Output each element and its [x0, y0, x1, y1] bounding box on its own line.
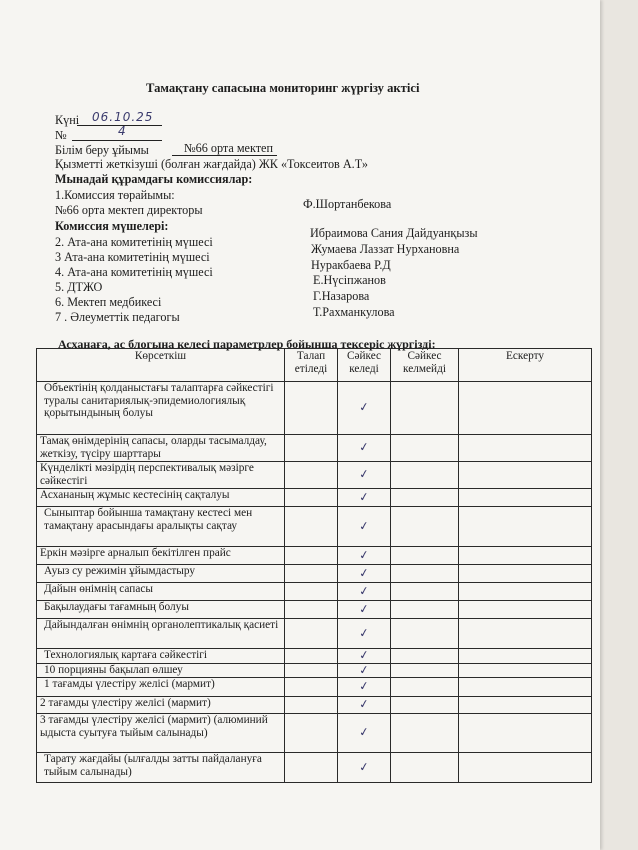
- noncompliant-cell: [391, 619, 459, 649]
- compliant-cell: [338, 583, 391, 601]
- indicator-cell: Асхананың жұмыс кестесінің сақталуы: [37, 489, 285, 507]
- indicator-cell: Дайын өнімнің сапасы: [37, 583, 285, 601]
- check-mark-icon: ✓: [358, 678, 370, 694]
- indicator-cell: Тамақ өнімдерінің сапасы, оларды тасымалдау, жеткізу, түсіру шарттары: [37, 435, 285, 462]
- chair-position: №66 орта мектеп директоры: [55, 203, 203, 217]
- table-row: [37, 547, 592, 565]
- table-row: [37, 565, 592, 583]
- member-name: Т.Рахманкулова: [313, 305, 395, 319]
- commission-heading: Мынадай құрамдағы комиссиялар:: [55, 172, 253, 186]
- noncompliant-cell: [391, 565, 459, 583]
- compliant-cell: [338, 714, 391, 753]
- required-cell: [285, 435, 338, 462]
- required-cell: [285, 714, 338, 753]
- required-cell: [285, 678, 338, 697]
- note-cell: [459, 462, 592, 489]
- compliant-cell: [338, 547, 391, 565]
- noncompliant-cell: [391, 753, 459, 783]
- note-cell: [459, 619, 592, 649]
- member-name: Нуракбаева Р.Д: [311, 258, 391, 272]
- table-row: [37, 663, 592, 678]
- indicator-cell: Дайындалған өнімнің органолептикалық қасиеті: [37, 619, 285, 649]
- col-header-required: Талап етіледі: [285, 349, 338, 382]
- note-cell: [459, 565, 592, 583]
- member-role: 7 . Әлеуметтік педагогы: [55, 310, 180, 324]
- check-mark-icon: ✓: [358, 399, 370, 415]
- required-cell: [285, 663, 338, 678]
- indicator-cell: Сыныптар бойынша тамақтану кестесі мен тамақтану арасындағы аралықты сақтау: [37, 507, 285, 547]
- check-mark-icon: ✓: [358, 625, 370, 641]
- noncompliant-cell: [391, 547, 459, 565]
- indicator-cell: 10 порцияны бақылап өлшеу: [37, 663, 285, 678]
- compliant-cell: [338, 649, 391, 664]
- compliant-cell: [338, 753, 391, 783]
- check-mark-icon: ✓: [358, 759, 370, 775]
- table-row: [37, 462, 592, 489]
- col-header-noncompliant: Сәйкес келмейді: [391, 349, 459, 382]
- noncompliant-cell: [391, 382, 459, 435]
- required-cell: [285, 753, 338, 783]
- required-cell: [285, 489, 338, 507]
- note-cell: [459, 697, 592, 714]
- member-role: 6. Мектеп медбикесі: [55, 295, 162, 309]
- note-cell: [459, 382, 592, 435]
- school-underline: [172, 155, 277, 156]
- compliant-cell: [338, 601, 391, 619]
- member-role: 4. Ата-ана комитетінің мүшесі: [55, 265, 213, 279]
- noncompliant-cell: [391, 678, 459, 697]
- note-cell: [459, 663, 592, 678]
- number-label: №: [55, 128, 67, 142]
- table-row: [37, 753, 592, 783]
- required-cell: [285, 649, 338, 664]
- compliant-cell: [338, 462, 391, 489]
- compliant-cell: [338, 697, 391, 714]
- table-row: [37, 649, 592, 664]
- check-mark-icon: ✓: [358, 724, 370, 740]
- members-heading: Комиссия мүшелері:: [55, 219, 169, 233]
- note-cell: [459, 649, 592, 664]
- chair-name: Ф.Шортанбекова: [303, 197, 392, 211]
- check-mark-icon: ✓: [358, 601, 370, 617]
- note-cell: [459, 753, 592, 783]
- check-mark-icon: ✓: [358, 661, 370, 678]
- indicator-cell: 2 тағамды үлестіру желісі (мармит): [37, 697, 285, 714]
- school-label: Білім беру ұйымы: [55, 143, 149, 157]
- chair-label: 1.Комиссия төрайымы:: [55, 188, 175, 202]
- noncompliant-cell: [391, 462, 459, 489]
- indicator-cell: Еркін мәзірге арналып бекітілген прайс: [37, 547, 285, 565]
- number-underline: [72, 140, 162, 141]
- compliant-cell: [338, 382, 391, 435]
- indicator-cell: 1 тағамды үлестіру желісі (мармит): [37, 678, 285, 697]
- member-name: Жумаева Лаззат Нурхановна: [311, 242, 460, 256]
- compliant-cell: [338, 663, 391, 678]
- required-cell: [285, 583, 338, 601]
- date-label: Күні: [55, 113, 80, 127]
- noncompliant-cell: [391, 714, 459, 753]
- school-value: №66 орта мектеп: [184, 141, 273, 155]
- date-value: 06.10.25: [92, 110, 154, 124]
- table-header-row: [37, 349, 592, 382]
- indicator-cell: Ауыз су режимін ұйымдастыру: [37, 565, 285, 583]
- supplier-line: Қызметті жеткізуші (болған жағдайда) ЖК «Токсеитов А.Т»: [55, 157, 368, 171]
- noncompliant-cell: [391, 663, 459, 678]
- check-mark-icon: ✓: [358, 489, 370, 505]
- indicator-cell: Тарату жағдайы (ылғалды затты пайдалануға тыйым салынады): [37, 753, 285, 783]
- indicator-cell: Бақылаудағы тағамның болуы: [37, 601, 285, 619]
- table-row: [37, 678, 592, 697]
- check-mark-icon: ✓: [358, 696, 370, 712]
- noncompliant-cell: [391, 435, 459, 462]
- note-cell: [459, 714, 592, 753]
- member-name: Е.Нүсіпжанов: [313, 273, 386, 287]
- inspection-table: [36, 348, 592, 783]
- check-mark-icon: ✓: [358, 547, 370, 563]
- note-cell: [459, 489, 592, 507]
- member-name: Ибраимова Сания Дайдуанқызы: [310, 226, 478, 240]
- indicator-cell: Күнделікті мәзірдің перспективалық мәзірге сәйкестігі: [37, 462, 285, 489]
- col-header-note: Ескерту: [459, 349, 592, 382]
- noncompliant-cell: [391, 489, 459, 507]
- table-row: [37, 435, 592, 462]
- table-row: [37, 489, 592, 507]
- table-row: [37, 583, 592, 601]
- compliant-cell: [338, 565, 391, 583]
- indicator-cell: Технологиялық картаға сәйкестігі: [37, 649, 285, 664]
- table-heading: Асханаға, ас блогына келесі параметрлер бойынша тексеріс жүргізді:: [58, 337, 436, 351]
- note-cell: [459, 547, 592, 565]
- required-cell: [285, 565, 338, 583]
- required-cell: [285, 382, 338, 435]
- col-header-compliant: Сәйкес келеді: [338, 349, 391, 382]
- table-row: [37, 507, 592, 547]
- noncompliant-cell: [391, 601, 459, 619]
- check-mark-icon: ✓: [358, 439, 370, 455]
- compliant-cell: [338, 489, 391, 507]
- note-cell: [459, 507, 592, 547]
- indicator-cell: Объектінің қолданыстағы талаптарға сәйкестігі туралы санитариялық-эпидемиологиялық қорытындының болуы: [37, 382, 285, 435]
- compliant-cell: [338, 678, 391, 697]
- required-cell: [285, 601, 338, 619]
- compliant-cell: [338, 619, 391, 649]
- compliant-cell: [338, 507, 391, 547]
- required-cell: [285, 697, 338, 714]
- required-cell: [285, 619, 338, 649]
- member-role: 5. ДТЖО: [55, 280, 103, 294]
- document-title: Тамақтану сапасына мониторинг жүргізу актісі: [146, 81, 420, 95]
- check-mark-icon: ✓: [358, 518, 370, 534]
- table-row: [37, 619, 592, 649]
- check-mark-icon: ✓: [358, 466, 370, 482]
- member-role: 3 Ата-ана комитетінің мүшесі: [55, 250, 210, 264]
- noncompliant-cell: [391, 583, 459, 601]
- note-cell: [459, 583, 592, 601]
- number-value: 4: [118, 124, 126, 138]
- note-cell: [459, 435, 592, 462]
- indicator-cell: 3 тағамды үлестіру желісі (мармит) (алюминий ыдыста суытуға тыйым салынады): [37, 714, 285, 753]
- required-cell: [285, 547, 338, 565]
- required-cell: [285, 507, 338, 547]
- noncompliant-cell: [391, 649, 459, 664]
- table-row: [37, 601, 592, 619]
- note-cell: [459, 601, 592, 619]
- check-mark-icon: ✓: [358, 647, 370, 663]
- member-name: Г.Назарова: [313, 289, 370, 303]
- col-header-indicator: Көрсеткіш: [37, 349, 285, 382]
- required-cell: [285, 462, 338, 489]
- table-row: [37, 382, 592, 435]
- check-mark-icon: ✓: [358, 583, 370, 599]
- noncompliant-cell: [391, 507, 459, 547]
- member-role: 2. Ата-ана комитетінің мүшесі: [55, 235, 213, 249]
- compliant-cell: [338, 435, 391, 462]
- table-row: [37, 697, 592, 714]
- check-mark-icon: ✓: [358, 565, 370, 581]
- noncompliant-cell: [391, 697, 459, 714]
- note-cell: [459, 678, 592, 697]
- table-row: [37, 714, 592, 753]
